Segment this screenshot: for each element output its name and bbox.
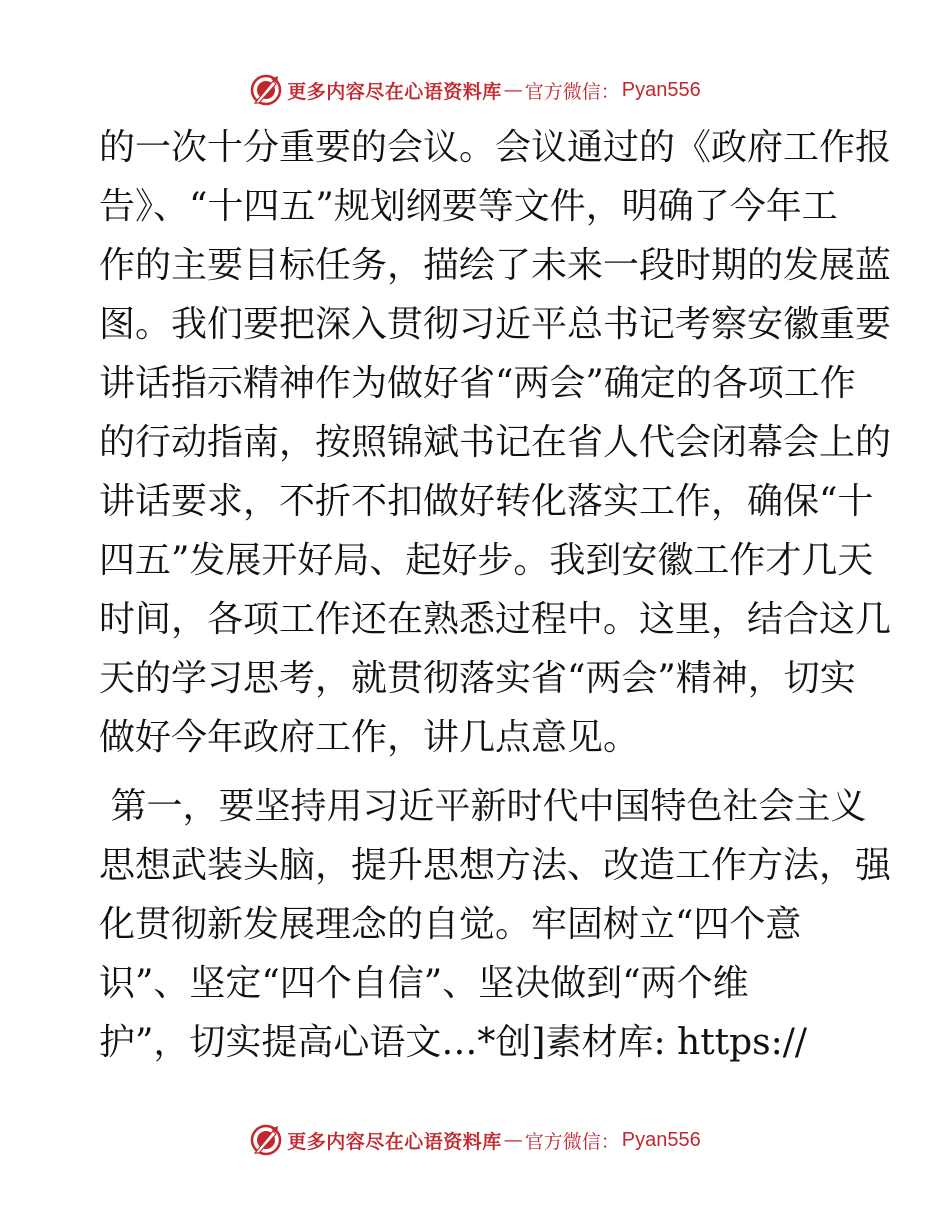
text-line: 的行动指南，按照锦斌书记在省人代会闭幕会上的 [99,422,892,463]
text-line: 告》、“十四五”规划纲要等文件，明确了今年工 [99,186,838,227]
header-wechat-id: Pyan556 [621,78,701,101]
text-line: 第一，要坚持用习近平新时代中国特色社会主义 [99,786,867,827]
text-line: 时间，各项工作还在熟悉过程中。这里，结合这几 [99,599,892,640]
text-line: 的一次十分重要的会议。会议通过的《政府工作报 [99,127,892,168]
footer-wechat-label: 官方微信： [524,1130,620,1153]
header-separator: — [503,79,523,101]
header-wechat-label: 官方微信： [524,80,620,103]
text-line: 化贯彻新发展理念的自觉。牢固树立“四个意 [99,904,802,945]
text-line: 识”、坚定“四个自信”、坚决做到“两个维 [99,963,749,1004]
text-line: 天的学习思考，就贯彻落实省“两会”精神，切实 [99,658,856,699]
text-line: 护”，切实提高心语文…*创]素材库: https:// [99,1022,808,1063]
quill-logo-icon [249,73,283,107]
footer-site-text: 更多内容尽在心语资料库 [287,1130,502,1153]
quill-logo-icon [249,1123,283,1157]
text-line: 讲话要求，不折不扣做好转化落实工作，确保“十 [99,481,874,522]
text-line: 作的主要目标任务，描绘了未来一段时期的发展蓝 [99,245,892,286]
text-line: 做好今年政府工作，讲几点意见。 [99,717,640,758]
body-paragraph-1 [99,118,892,767]
text-line: 四五”发展开好局、起好步。我到安徽工作才几天 [99,540,874,581]
body-paragraph-2 [99,777,892,1072]
header-site-text: 更多内容尽在心语资料库 [287,80,502,103]
footer-banner [0,1120,950,1160]
text-line: 图。我们要把深入贯彻习近平总书记考察安徽重要 [99,304,892,345]
footer-wechat-id: Pyan556 [621,1128,701,1151]
header-banner [0,70,950,110]
footer-separator: — [503,1129,523,1151]
text-line: 思想武装头脑，提升思想方法、改造工作方法，强 [99,845,892,886]
text-line: 讲话指示精神作为做好省“两会”确定的各项工作 [99,363,856,404]
